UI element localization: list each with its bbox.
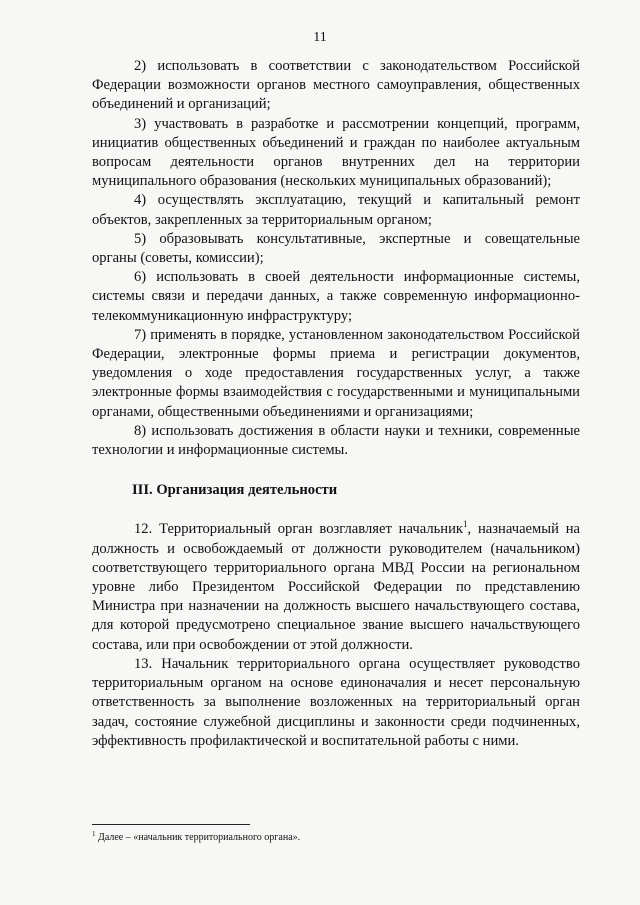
footnote-marker: 1 (92, 830, 96, 838)
list-item: 8) использовать достижения в области науки и техники, современные технологии и информационные системы. (92, 422, 580, 459)
paragraph-12-start: 12. Территориальный орган возглавляет начальник (134, 521, 463, 538)
footnote (92, 831, 580, 844)
list-item: 7) применять в порядке, установленном законодательством Российской Федерации, электронные формы приема и регистрации документов, уведомления о ходе предоставления государственных услуг, а также электронные формы взаимодействия с государственными и муниципальными органами, общественными объединениями и организациями; (92, 326, 580, 420)
list-item: 2) использовать в соответствии с законодательством Российской Федерации возможности органов местного самоуправления, общественных объединений и организаций; (92, 58, 580, 113)
paragraph-12 (92, 520, 580, 654)
section-heading: III. Организация деятельности (132, 482, 338, 499)
page-number: 11 (313, 30, 327, 45)
paragraph-13: 13. Начальник территориального органа осуществляет руководство территориальным органом на основе единоначалия и несет персональную ответственность за выполнение возложенных на территориальный орган задач, состояние служебной дисциплины и законности среди подчиненных, эффективность профилактической и воспитательной работы с ними. (92, 655, 580, 749)
footnote-text: Далее – «начальник территориального органа». (95, 832, 301, 843)
footnote-separator (92, 824, 250, 825)
list-item: 4) осуществлять эксплуатацию, текущий и капитальный ремонт объектов, закрепленных за территориальным органом; (92, 192, 580, 228)
list-item: 5) образовывать консультативные, экспертные и совещательные органы (советы, комиссии); (92, 230, 580, 267)
list-item: 3) участвовать в разработке и рассмотрении концепций, программ, инициатив общественных объединений и граждан по наиболее актуальным вопросам деятельности органов внутренних дел на территории муниципального образования (нескольких муниципальных образований); (92, 115, 580, 190)
list-item: 6) использовать в своей деятельности информационные системы, системы связи и передачи данных, а также современную информационно-телекоммуникационную инфраструктуру; (92, 269, 580, 324)
paragraph-12-rest: , назначаемый на должность и освобождаемый от должности руководителем (начальником) соответствующего территориального органа МВД России на региональном уровне либо Президентом Российской Федерации по представлению Министра при назначении на должность высшего начальствующего состава, для которой предусмотрено специальное звание высшего начальствующего состава, или при освобождении от этой должности. (92, 521, 581, 653)
document-body (92, 57, 580, 751)
footnote-ref: 1 (462, 519, 468, 530)
